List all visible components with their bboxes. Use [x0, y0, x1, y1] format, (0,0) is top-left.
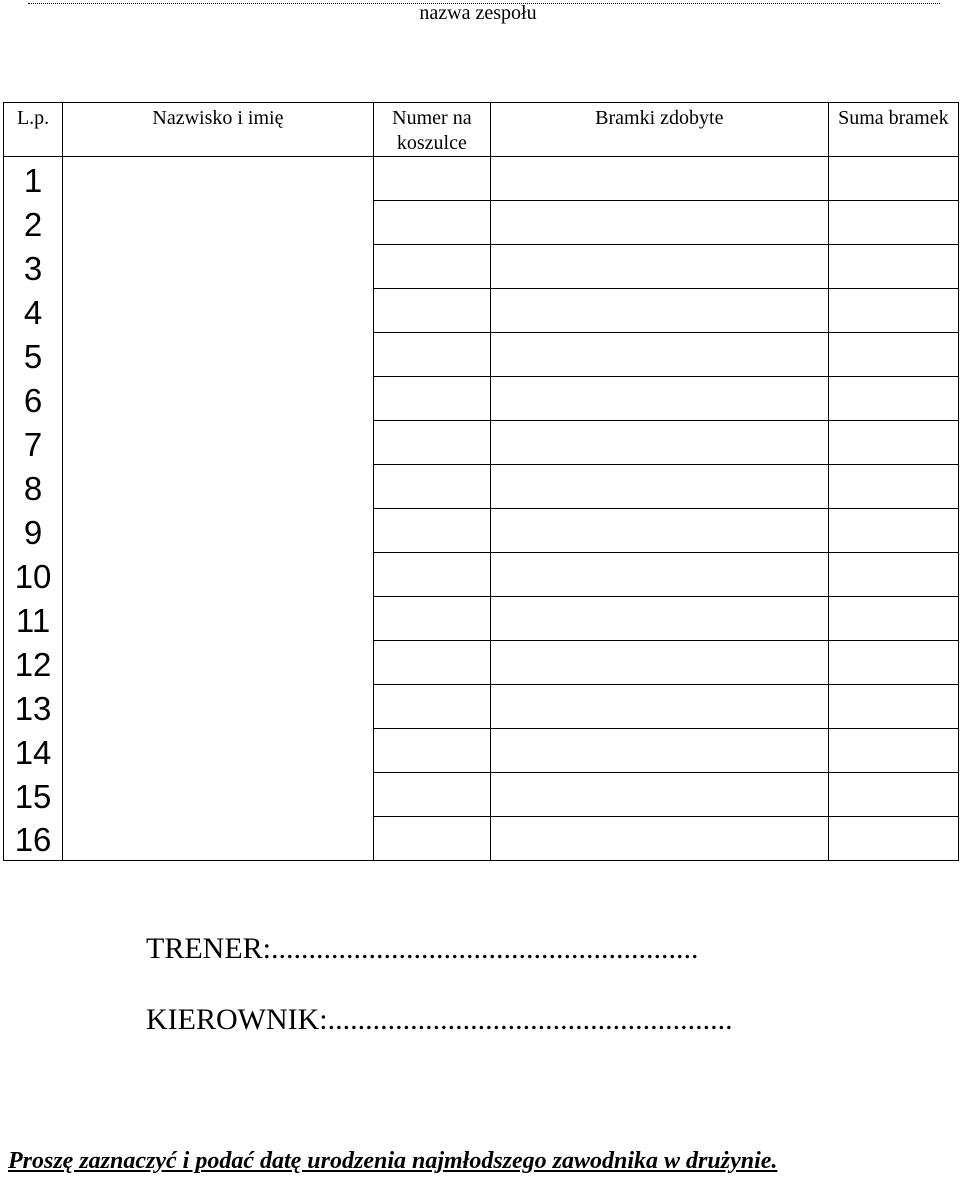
- column-header-goals: Bramki zdobyte: [490, 103, 828, 157]
- shirt-number-field[interactable]: [373, 597, 490, 641]
- goals-sum-field[interactable]: [828, 377, 958, 421]
- manager-line: KIEROWNIK:......................................................: [146, 1003, 733, 1036]
- shirt-number-field[interactable]: [373, 157, 490, 201]
- table-row: [4, 421, 959, 465]
- name-field[interactable]: [63, 641, 374, 685]
- name-field[interactable]: [63, 421, 374, 465]
- shirt-number-field[interactable]: [373, 245, 490, 289]
- row-number: 4: [4, 289, 63, 333]
- goals-field[interactable]: [490, 817, 828, 861]
- shirt-number-field[interactable]: [373, 685, 490, 729]
- name-field[interactable]: [63, 509, 374, 553]
- table-row: [4, 685, 959, 729]
- name-field[interactable]: [63, 245, 374, 289]
- table-row: [4, 509, 959, 553]
- goals-field[interactable]: [490, 773, 828, 817]
- column-header-lp: L.p.: [4, 103, 63, 157]
- table-row: [4, 333, 959, 377]
- column-header-name: Nazwisko i imię: [63, 103, 374, 157]
- goals-sum-field[interactable]: [828, 641, 958, 685]
- goals-sum-field[interactable]: [828, 421, 958, 465]
- table-row: [4, 553, 959, 597]
- goals-sum-field[interactable]: [828, 245, 958, 289]
- goals-sum-field[interactable]: [828, 597, 958, 641]
- shirt-number-field[interactable]: [373, 729, 490, 773]
- name-field[interactable]: [63, 377, 374, 421]
- table-row: [4, 157, 959, 201]
- goals-field[interactable]: [490, 509, 828, 553]
- row-number: 2: [4, 201, 63, 245]
- table-row: [4, 597, 959, 641]
- goals-sum-field[interactable]: [828, 157, 958, 201]
- footer-note-text: Proszę zaznaczyć i podać datę urodzenia najmłodszego zawodnika w drużynie: [8, 1148, 772, 1174]
- goals-field[interactable]: [490, 377, 828, 421]
- goals-field[interactable]: [490, 289, 828, 333]
- goals-sum-field[interactable]: [828, 509, 958, 553]
- goals-field[interactable]: [490, 465, 828, 509]
- row-number: 6: [4, 377, 63, 421]
- shirt-number-field[interactable]: [373, 465, 490, 509]
- name-field[interactable]: [63, 817, 374, 861]
- goals-sum-field[interactable]: [828, 465, 958, 509]
- row-number: 15: [4, 773, 63, 817]
- goals-field[interactable]: [490, 685, 828, 729]
- team-name-label: nazwa zespołu: [419, 2, 537, 24]
- name-field[interactable]: [63, 201, 374, 245]
- table-row: [4, 641, 959, 685]
- column-header-sum: Suma bramek: [828, 103, 958, 157]
- shirt-number-field[interactable]: [373, 333, 490, 377]
- goals-field[interactable]: [490, 245, 828, 289]
- name-field[interactable]: [63, 685, 374, 729]
- row-number: 12: [4, 641, 63, 685]
- goals-sum-field[interactable]: [828, 773, 958, 817]
- goals-sum-field[interactable]: [828, 817, 958, 861]
- shirt-number-field[interactable]: [373, 377, 490, 421]
- table-row: [4, 729, 959, 773]
- shirt-number-field[interactable]: [373, 641, 490, 685]
- goals-sum-field[interactable]: [828, 201, 958, 245]
- shirt-number-field[interactable]: [373, 773, 490, 817]
- name-field[interactable]: [63, 597, 374, 641]
- row-number: 1: [4, 157, 63, 201]
- goals-sum-field[interactable]: [828, 289, 958, 333]
- goals-field[interactable]: [490, 641, 828, 685]
- table-body: [4, 157, 959, 861]
- shirt-number-field[interactable]: [373, 509, 490, 553]
- table-row: [4, 201, 959, 245]
- shirt-number-field[interactable]: [373, 553, 490, 597]
- goals-field[interactable]: [490, 729, 828, 773]
- row-number: 7: [4, 421, 63, 465]
- goals-field[interactable]: [490, 333, 828, 377]
- goals-field[interactable]: [490, 421, 828, 465]
- name-field[interactable]: [63, 729, 374, 773]
- goals-sum-field[interactable]: [828, 729, 958, 773]
- goals-field[interactable]: [490, 157, 828, 201]
- row-number: 16: [4, 817, 63, 861]
- name-field[interactable]: [63, 465, 374, 509]
- row-number: 9: [4, 509, 63, 553]
- name-field[interactable]: [63, 333, 374, 377]
- shirt-number-field[interactable]: [373, 817, 490, 861]
- goals-sum-field[interactable]: [828, 685, 958, 729]
- players-table: [3, 102, 959, 861]
- table-row: [4, 817, 959, 861]
- table-header-row: [4, 103, 959, 157]
- goals-field[interactable]: [490, 553, 828, 597]
- coach-line: TRENER:.........................................................: [146, 932, 699, 965]
- table-row: [4, 465, 959, 509]
- name-field[interactable]: [63, 157, 374, 201]
- shirt-number-field[interactable]: [373, 421, 490, 465]
- goals-sum-field[interactable]: [828, 333, 958, 377]
- goals-field[interactable]: [490, 201, 828, 245]
- table-row: [4, 245, 959, 289]
- name-field[interactable]: [63, 553, 374, 597]
- shirt-number-field[interactable]: [373, 201, 490, 245]
- column-header-number: Numer na koszulce: [373, 103, 490, 157]
- row-number: 8: [4, 465, 63, 509]
- shirt-number-field[interactable]: [373, 289, 490, 333]
- goals-field[interactable]: [490, 597, 828, 641]
- footer-note: Proszę zaznaczyć i podać datę urodzenia najmłodszego zawodnika w drużynie.: [8, 1148, 778, 1174]
- row-number: 14: [4, 729, 63, 773]
- name-field[interactable]: [63, 289, 374, 333]
- row-number: 5: [4, 333, 63, 377]
- table-row: [4, 377, 959, 421]
- name-field[interactable]: [63, 773, 374, 817]
- row-number: 3: [4, 245, 63, 289]
- row-number: 13: [4, 685, 63, 729]
- row-number: 11: [4, 597, 63, 641]
- goals-sum-field[interactable]: [828, 553, 958, 597]
- table-row: [4, 773, 959, 817]
- table-row: [4, 289, 959, 333]
- row-number: 10: [4, 553, 63, 597]
